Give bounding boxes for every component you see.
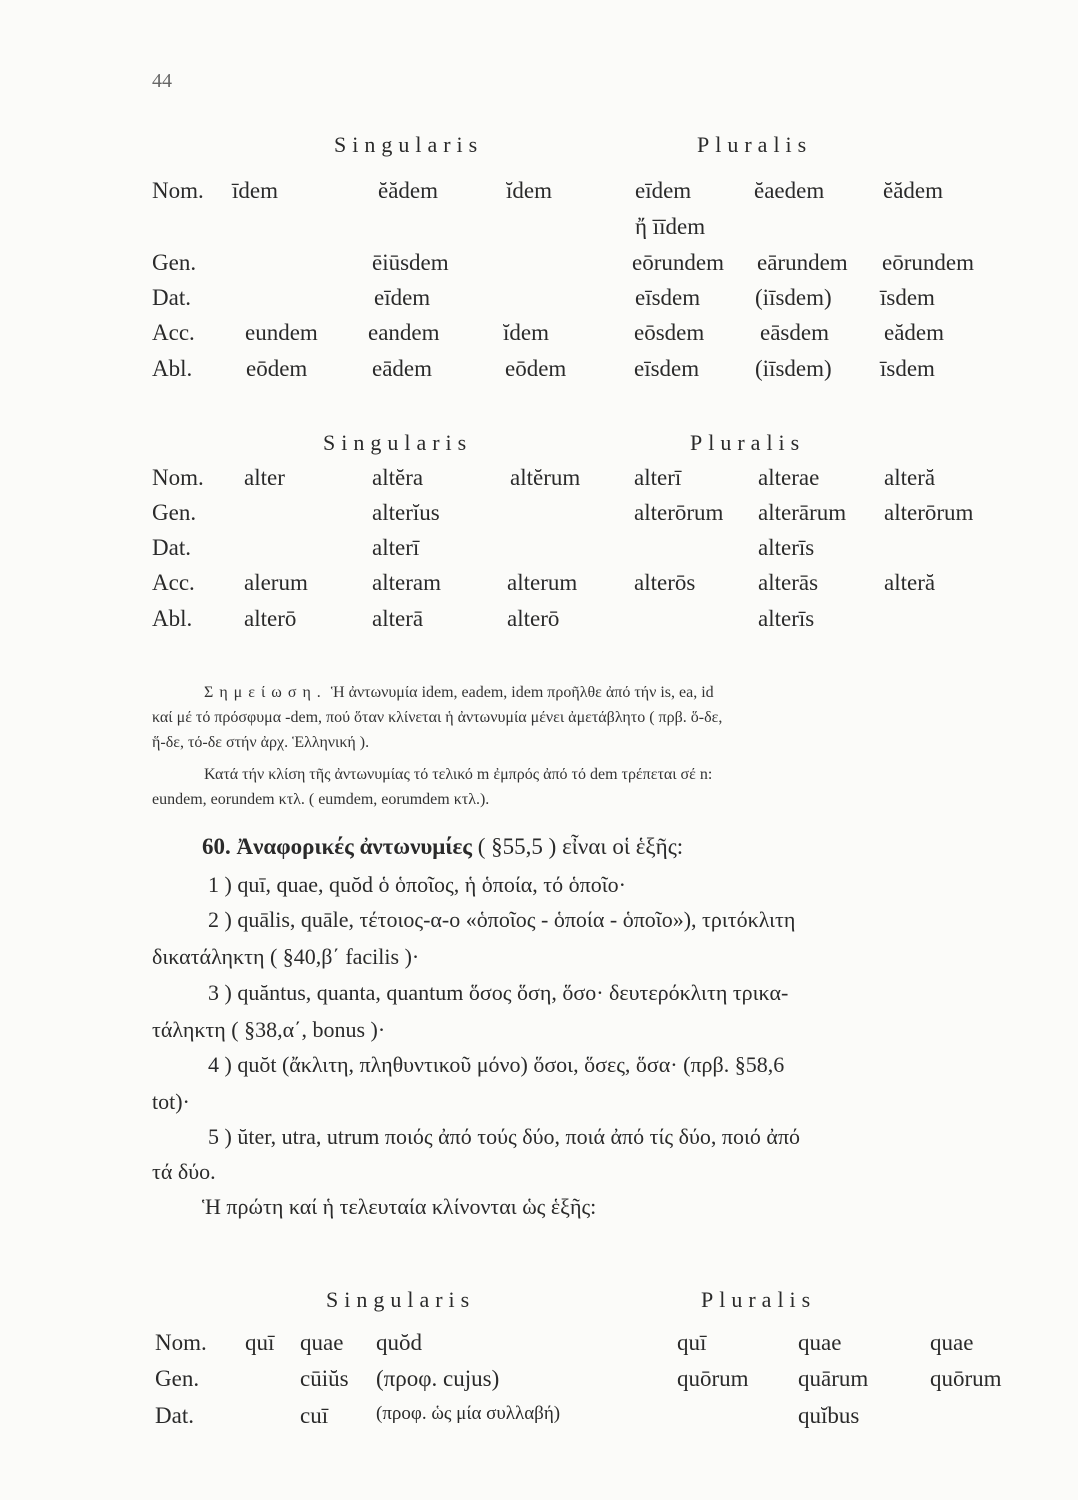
table-cell: alterōrum bbox=[884, 500, 974, 525]
table-cell: alterīs bbox=[758, 535, 815, 560]
table-cell: eundem bbox=[245, 320, 318, 345]
table-cell: alterō bbox=[507, 606, 560, 631]
list-item: 3 ) quăntus, quanta, quantum ὅσος ὅση, ὅσο· δευτερόκλιτη τρικα- bbox=[208, 980, 789, 1005]
table-cell: eāsdem bbox=[760, 320, 829, 345]
table-cell: alterum bbox=[507, 570, 578, 595]
list-item: 2 ) quālis, quāle, τέτοιος-α-ο «ὁποῖος - ὁποία - ὁποῖο»), τριτόκλιτη bbox=[208, 907, 796, 932]
section-number: 60. bbox=[202, 834, 231, 859]
header-pluralis: Pluralis bbox=[697, 132, 813, 157]
table-cell: quōrum bbox=[930, 1366, 1002, 1391]
case-label: Nom. bbox=[152, 178, 204, 203]
header-singularis: Singularis bbox=[323, 430, 473, 455]
table-cell: ĭdem bbox=[506, 178, 552, 203]
table-cell: alterārum bbox=[758, 500, 847, 525]
table-cell: alerum bbox=[244, 570, 308, 595]
page-number: 44 bbox=[152, 70, 172, 92]
list-item: tot)· bbox=[152, 1089, 190, 1114]
case-label: Abl. bbox=[152, 356, 193, 381]
list-item: δικατάληκτη ( §40,β΄ facilis )· bbox=[152, 944, 420, 969]
case-label: Nom. bbox=[152, 465, 204, 490]
table-cell: eādem bbox=[372, 356, 433, 381]
table-cell: ēiūsdem bbox=[372, 250, 449, 275]
table-cell: īsdem bbox=[880, 285, 935, 310]
note-text: eundem, eorundem κτλ. ( eumdem, eorumdem κτλ.). bbox=[152, 791, 490, 808]
table-cell: eīdem bbox=[374, 285, 431, 310]
case-label: Abl. bbox=[152, 606, 193, 631]
table-cell: (προφ. ὡς μία συλλαβή) bbox=[376, 1403, 561, 1424]
table-cell: alterī bbox=[634, 465, 682, 490]
table-cell: eădem bbox=[884, 320, 945, 345]
header-pluralis: Pluralis bbox=[690, 430, 806, 455]
table-cell: quārum bbox=[798, 1366, 869, 1391]
header-singularis: Singularis bbox=[326, 1287, 476, 1312]
table-cell: alter bbox=[244, 465, 285, 490]
table-cell: eīdem bbox=[635, 178, 692, 203]
closing-text: Ἡ πρώτη καί ἡ τελευταία κλίνονται ὡς ἑξῆς: bbox=[202, 1194, 597, 1219]
table-cell: ĭdem bbox=[503, 320, 549, 345]
case-label: Gen. bbox=[152, 500, 197, 525]
table-cell: alteram bbox=[372, 570, 441, 595]
table-cell: eārundem bbox=[757, 250, 848, 275]
case-label: Dat. bbox=[152, 285, 191, 310]
case-label: Acc. bbox=[152, 570, 195, 595]
table-cell: eōrundem bbox=[882, 250, 974, 275]
case-label: Dat. bbox=[155, 1403, 194, 1428]
table-cell: alterĭus bbox=[372, 500, 440, 525]
table-cell: quī bbox=[245, 1330, 275, 1355]
table-cell: quĭbus bbox=[798, 1403, 860, 1428]
table-cell: alterōrum bbox=[634, 500, 724, 525]
note-text: καί μέ τό πρόσφυμα -dem, πού ὅταν κλίνεται ἡ ἀντωνυμία μένει ἀμετάβλητο ( πρβ. ὅ-δε, bbox=[152, 709, 723, 726]
table-cell: altĕra bbox=[372, 465, 424, 490]
case-label: Nom. bbox=[155, 1330, 207, 1355]
table-cell: cuī bbox=[300, 1403, 329, 1428]
case-label: Dat. bbox=[152, 535, 191, 560]
table-cell: cūiŭs bbox=[300, 1366, 349, 1391]
case-label: Acc. bbox=[152, 320, 195, 345]
table-cell: ἤ īīdem bbox=[635, 214, 706, 239]
table-cell: quŏd bbox=[376, 1330, 422, 1355]
note-text: ἥ-δε, τό-δε στήν ἀρχ. Ἑλληνική ). bbox=[152, 734, 370, 751]
table-cell: alteră bbox=[884, 465, 936, 490]
table-cell: (προφ. cujus) bbox=[376, 1366, 500, 1391]
table-cell: eīsdem bbox=[635, 285, 701, 310]
note-text: Ἡ ἀντωνυμία idem, eadem, idem προῆλθε ἀπό τήν is, ea, id bbox=[330, 684, 714, 701]
table-cell: eōdem bbox=[505, 356, 567, 381]
table-cell: ĕădem bbox=[883, 178, 944, 203]
table-cell: (iīsdem) bbox=[755, 285, 832, 310]
table-cell: alterō bbox=[244, 606, 297, 631]
table-cell: quae bbox=[300, 1330, 344, 1355]
table-cell: ĕaedem bbox=[754, 178, 825, 203]
list-item: τά δύο. bbox=[152, 1159, 216, 1184]
list-item: 4 ) quŏt (ἄκλιτη, πληθυντικοῦ μόνο) ὅσοι, ὅσες, ὅσα· (πρβ. §58,6 bbox=[208, 1052, 785, 1077]
table-cell: quī bbox=[677, 1330, 707, 1355]
table-cell: quae bbox=[930, 1330, 974, 1355]
table-cell: alteră bbox=[884, 570, 936, 595]
table-cell: ĕădem bbox=[378, 178, 439, 203]
table-cell: alterā bbox=[372, 606, 424, 631]
header-pluralis: Pluralis bbox=[701, 1287, 817, 1312]
list-item: 1 ) quī, quae, quŏd ὁ ὁποῖος, ἡ ὁποία, τό ὁποῖο· bbox=[208, 872, 626, 897]
table-cell: eōsdem bbox=[634, 320, 705, 345]
table-cell: eandem bbox=[368, 320, 440, 345]
table-cell: īsdem bbox=[880, 356, 935, 381]
table-cell: alterī bbox=[372, 535, 420, 560]
note-label: Σημείωση. bbox=[204, 684, 327, 701]
table-cell: alterae bbox=[758, 465, 820, 490]
table-cell: alterīs bbox=[758, 606, 815, 631]
case-label: Gen. bbox=[152, 250, 197, 275]
table-cell: eīsdem bbox=[634, 356, 700, 381]
case-label: Gen. bbox=[155, 1366, 200, 1391]
table-cell: eōdem bbox=[246, 356, 308, 381]
table-cell: quōrum bbox=[677, 1366, 749, 1391]
table-cell: alterōs bbox=[634, 570, 696, 595]
table-cell: alterās bbox=[758, 570, 819, 595]
section-title: Ἀναφορικές ἀντωνυμίες bbox=[236, 834, 473, 859]
table-cell: īdem bbox=[232, 178, 278, 203]
table-cell: eōrundem bbox=[632, 250, 724, 275]
table-cell: quae bbox=[798, 1330, 842, 1355]
table-cell: (iīsdem) bbox=[755, 356, 832, 381]
header-singularis: Singularis bbox=[334, 132, 484, 157]
table-cell: altĕrum bbox=[510, 465, 581, 490]
note-text: Κατά τήν κλίση τῆς ἀντωνυμίας τό τελικό m ἐμπρός ἀπό τό dem τρέπεται σέ n: bbox=[204, 766, 713, 783]
section-title-rest: ( §55,5 ) εἶναι οἱ ἑξῆς: bbox=[477, 834, 684, 859]
list-item: τάληκτη ( §38,α΄, bonus )· bbox=[152, 1017, 386, 1042]
list-item: 5 ) ŭter, utra, utrum ποιός ἀπό τούς δύο, ποιά ἀπό τίς δύο, ποιό ἀπό bbox=[208, 1124, 801, 1149]
